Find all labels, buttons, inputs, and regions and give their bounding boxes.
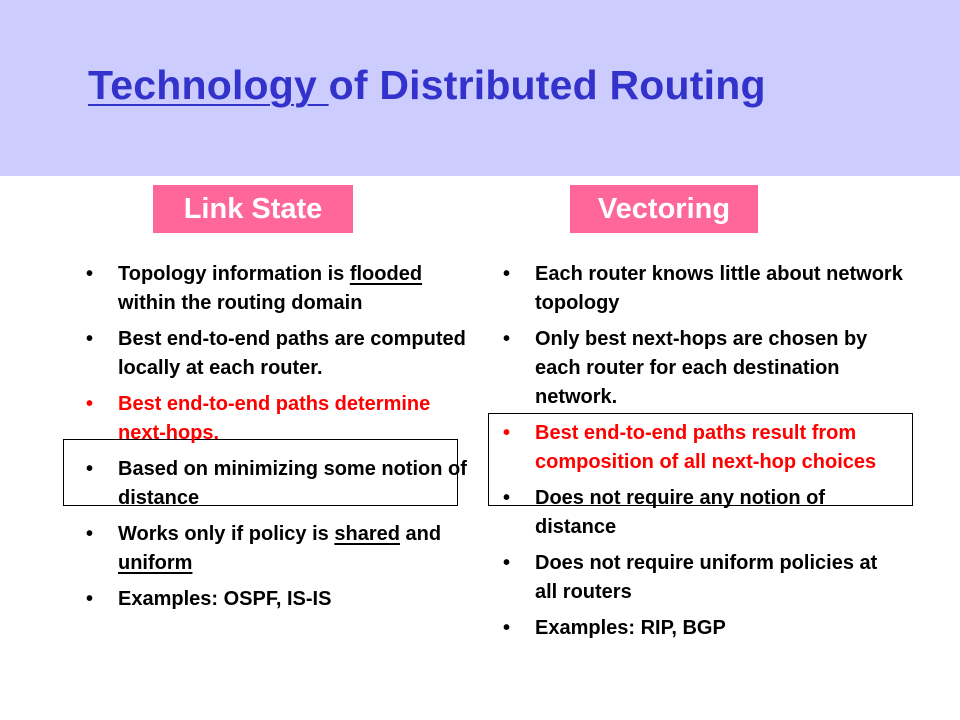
bullet-marker: • bbox=[503, 617, 511, 639]
bullet-marker: • bbox=[86, 263, 94, 285]
list-item-highlighted: • Best end-to-end paths result from composition of all next-hop choices bbox=[503, 419, 903, 477]
title-rest: of Distributed Routing bbox=[328, 62, 766, 108]
link-state-label: Link State bbox=[153, 185, 353, 233]
list-item: • Examples: OSPF, IS-IS bbox=[86, 585, 481, 614]
list-item: • Based on minimizing some notion of distance bbox=[86, 455, 481, 513]
bullet-marker: • bbox=[503, 328, 511, 350]
list-item: • Does not require uniform policies at all routers bbox=[503, 549, 903, 607]
underlined-word: uniform bbox=[118, 552, 193, 574]
list-item-highlighted: • Best end-to-end paths determine next-hops. bbox=[86, 390, 481, 448]
underlined-word: flooded bbox=[349, 263, 423, 285]
vectoring-label: Vectoring bbox=[570, 185, 758, 233]
bullet-marker: • bbox=[503, 552, 511, 574]
title-underlined-word: Technology bbox=[88, 62, 329, 108]
bullet-marker: • bbox=[86, 458, 94, 480]
list-item: • Does not require any notion of distance bbox=[503, 484, 903, 542]
list-item: • Each router knows little about network topology bbox=[503, 260, 903, 318]
slide-title bbox=[88, 62, 766, 109]
bullet-marker: • bbox=[503, 422, 511, 444]
list-item: • Works only if policy is shared and uniform bbox=[86, 520, 481, 578]
bullet-marker: • bbox=[503, 263, 511, 285]
list-item: • Topology information is flooded within the routing domain bbox=[86, 260, 481, 318]
underlined-word: shared bbox=[334, 523, 400, 545]
bullet-marker: • bbox=[86, 328, 94, 350]
bullet-marker: • bbox=[503, 487, 511, 509]
bullet-marker: • bbox=[86, 393, 94, 415]
bullet-marker: • bbox=[86, 588, 94, 610]
list-item: • Examples: RIP, BGP bbox=[503, 614, 903, 643]
vectoring-bullets bbox=[503, 260, 903, 650]
bullet-marker: • bbox=[86, 523, 94, 545]
list-item: • Best end-to-end paths are computed locally at each router. bbox=[86, 325, 481, 383]
list-item: • Only best next-hops are chosen by each router for each destination network. bbox=[503, 325, 903, 412]
link-state-bullets bbox=[86, 260, 481, 621]
